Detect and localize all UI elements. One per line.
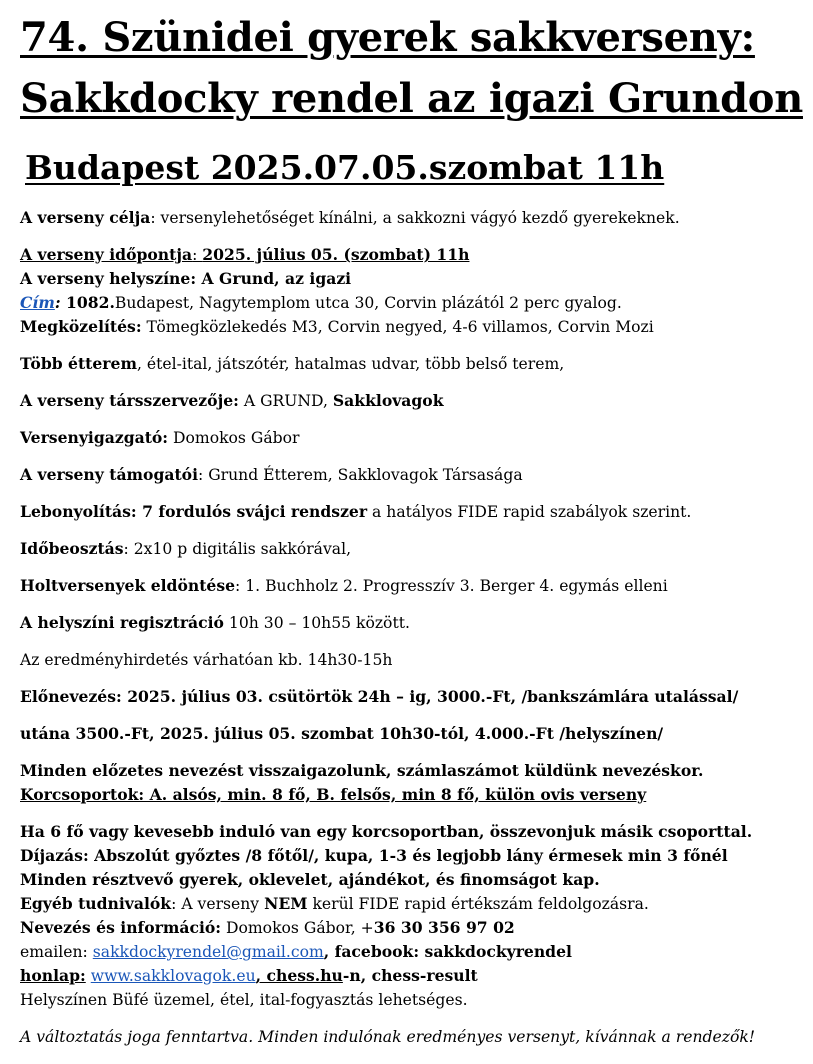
website-line [20, 964, 810, 988]
registration-text: 10h 30 – 10h55 között. [223, 614, 410, 632]
restaurant-text: , étel-ital, játszótér, hatalmas udvar, több belső terem, [136, 355, 565, 373]
sponsors-line [20, 463, 810, 487]
prizes-label: Díjazás [20, 846, 83, 865]
address-link[interactable]: Cím [20, 293, 55, 312]
sponsors-label: A verseny támogatói [20, 465, 198, 484]
tiebreak-line [20, 574, 810, 598]
age-groups-line: Korcsoportok: A. alsós, min. 8 fő, B. felsős, min 8 fő, külön ovis verseny [20, 785, 647, 804]
merge-line: Ha 6 fő vagy kevesebb induló van egy korcsoportban, összevonjuk másik csoporttal. [20, 822, 753, 841]
contact-phone: 36 30 356 97 02 [373, 918, 515, 937]
late-entry-line: utána 3500.-Ft, 2025. július 05. szombat 10h30-tól, 4.000.-Ft /helyszínen/ [20, 724, 664, 743]
venue-label: A verseny helyszíne [20, 269, 191, 288]
confirmation-line: Minden előzetes nevezést visszaigazolunk, számlaszámot küldünk nevezéskor. [20, 761, 704, 780]
approach-label: Megközelítés: [20, 317, 142, 336]
tiebreak-text: : 1. Buchholz 2. Progresszív 3. Berger 4. egymás elleni [235, 577, 668, 595]
goal-text: : versenylehetőséget kínálni, a sakkozni vágyó kezdő gyerekeknek. [150, 209, 680, 227]
address-zip: 1082. [60, 293, 115, 312]
coorganizer-label: A verseny társszervezője: [20, 391, 239, 410]
tiebreak-label: Holtversenyek eldöntése [20, 576, 236, 595]
page-title-line2: Sakkdocky rendel az igazi Grundon [20, 75, 803, 122]
restaurant-line [20, 352, 810, 376]
contact-label: Nevezés és információ: [20, 918, 222, 937]
registration-label: A helyszíni regisztráció [20, 613, 224, 632]
chesshu-link[interactable]: , chess.hu [255, 966, 343, 985]
flyer-body [20, 206, 810, 1049]
registration-line [20, 611, 810, 635]
prizes-text: : Abszolút győztes /8 főtől/, kupa, 1-3 és legjobb lány érmesek min 3 főnél [82, 846, 728, 865]
format-label: Lebonyolítás: 7 fordulós svájci rendszer [20, 502, 368, 521]
address-text: Budapest, Nagytemplom utca 30, Corvin plázától 2 perc gyalog. [114, 294, 622, 312]
other-info-label: Egyéb tudnivalók [20, 894, 172, 913]
director-text: Domokos Gábor [168, 429, 300, 447]
goal-line [20, 206, 810, 230]
date-sep: : [192, 246, 203, 264]
chessresult-text: -n, chess-result [342, 966, 478, 985]
date-value: 2025. július 05. (szombat) 11h [202, 245, 470, 264]
other-info-nem: NEM [264, 894, 308, 913]
date-line [20, 243, 810, 267]
approach-line [20, 315, 810, 339]
results-line: Az eredményhirdetés várhatóan kb. 14h30-15h [20, 651, 393, 669]
other-info-text1: : A verseny [171, 895, 265, 913]
facebook-text: , facebook: sakkdockyrendel [323, 942, 572, 961]
director-line [20, 426, 810, 450]
prizes-line [20, 844, 810, 868]
timecontrol-line [20, 537, 810, 561]
closing-line: A változtatás joga fenntartva. Minden indulónak eredményes versenyt, kívánnak a rendezők! [20, 1028, 756, 1046]
coorganizer-text: A GRUND, [238, 392, 333, 410]
website-label: honlap: [20, 966, 86, 985]
timecontrol-text: : 2x10 p digitális sakkórával, [123, 540, 352, 558]
other-info-line [20, 892, 810, 916]
page-title-line1: 74. Szünidei gyerek sakkverseny: [20, 14, 755, 61]
venue-line [20, 267, 810, 291]
approach-text: Tömegközlekedés M3, Corvin negyed, 4-6 villamos, Corvin Mozi [141, 318, 654, 336]
email-line [20, 940, 810, 964]
contact-line [20, 916, 810, 940]
timecontrol-label: Időbeosztás [20, 539, 124, 558]
email-label: emailen: [20, 943, 93, 961]
format-text: a hatályos FIDE rapid szabályok szerint. [367, 503, 692, 521]
contact-text: Domokos Gábor, + [221, 919, 374, 937]
email-link[interactable]: sakkdockyrendel@gmail.com [92, 943, 324, 961]
preentry-line: Előnevezés: 2025. július 03. csütörtök 24h – ig, 3000.-Ft, /bankszámlára utalással/ [20, 687, 739, 706]
gifts-line: Minden résztvevő gyerek, oklevelet, ajándékot, és finomságot kap. [20, 870, 600, 889]
format-line [20, 500, 810, 524]
website-link[interactable]: www.sakklovagok.eu [90, 967, 256, 985]
director-label: Versenyigazgató: [20, 428, 169, 447]
sponsors-text: : Grund Étterem, Sakklovagok Társasága [198, 466, 523, 484]
venue-value: : A Grund, az igazi [190, 269, 352, 288]
address-colon: : [54, 293, 61, 312]
address-line [20, 291, 810, 315]
date-label: A verseny időpontja [20, 245, 193, 264]
coorganizer-line [20, 389, 810, 413]
restaurant-label: Több étterem [20, 354, 137, 373]
other-info-text2: kerül FIDE rapid értékszám feldolgozásra. [307, 895, 649, 913]
coorganizer-bold: Sakklovagok [332, 391, 444, 410]
page-subtitle: Budapest 2025.07.05.szombat 11h [25, 148, 665, 187]
buffet-line: Helyszínen Büfé üzemel, étel, ital-fogyasztás lehetséges. [20, 991, 468, 1009]
goal-label: A verseny célja [20, 208, 151, 227]
